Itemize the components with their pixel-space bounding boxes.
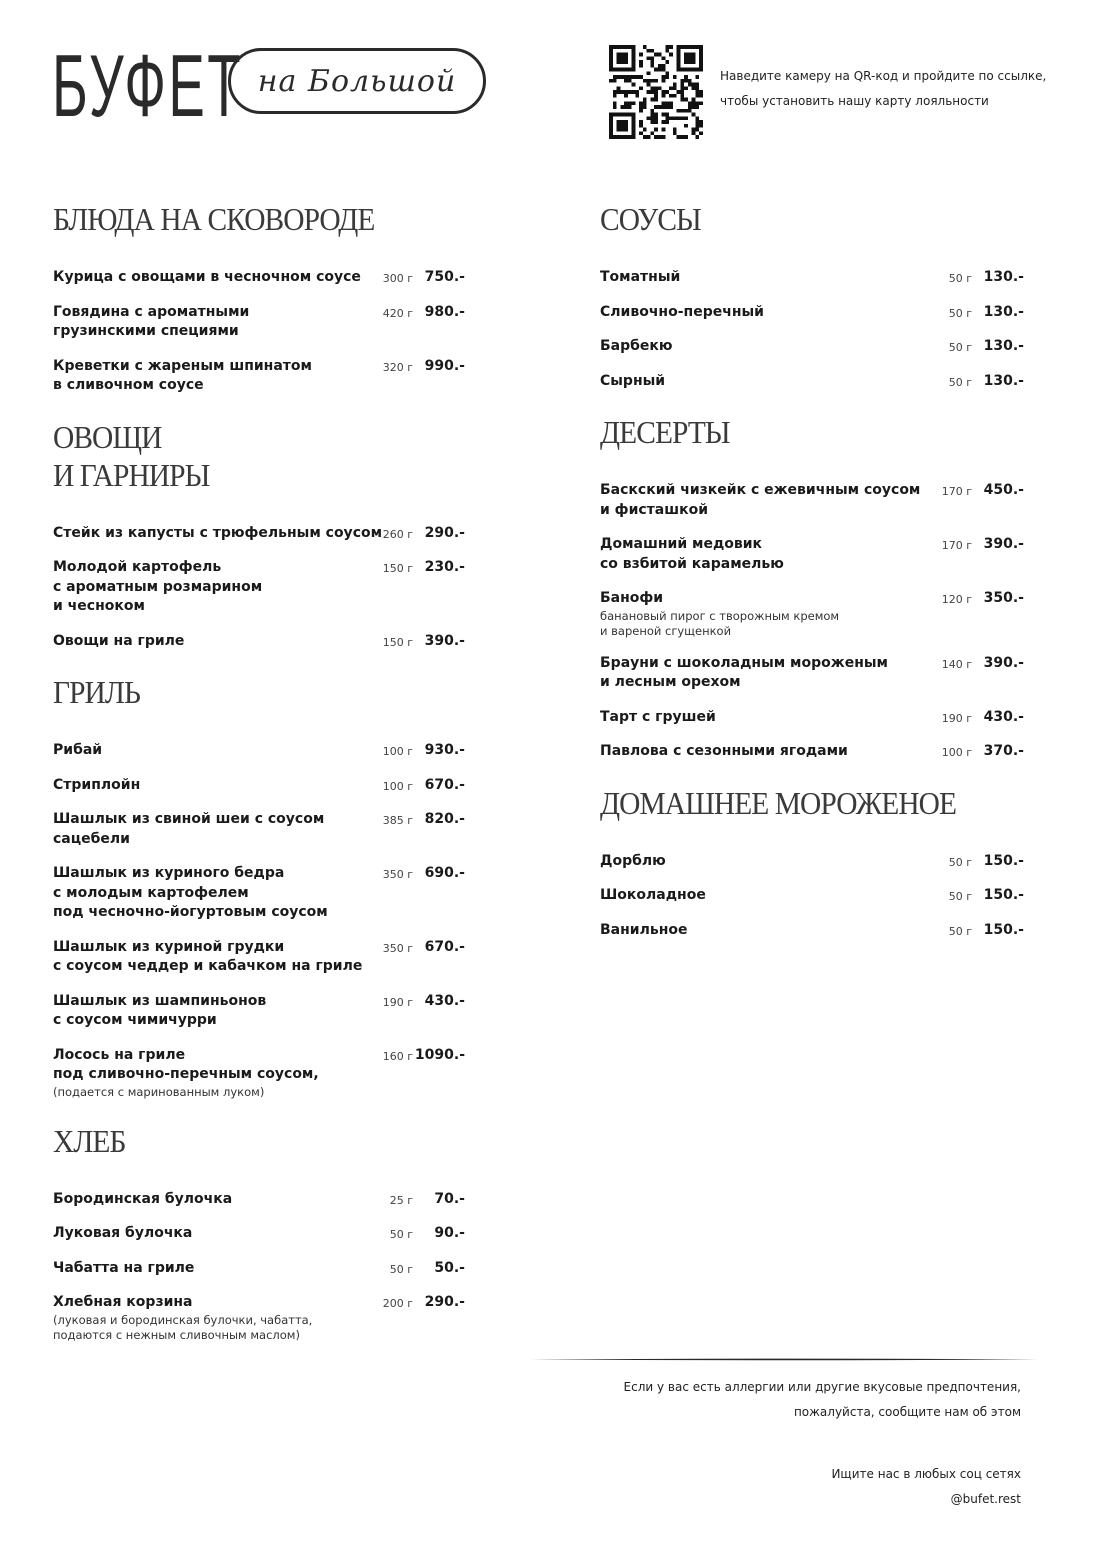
menu-item <box>53 864 465 923</box>
social-handle[interactable]: @bufet.rest <box>950 1492 1021 1506</box>
menu-item <box>600 921 1024 941</box>
menu-item-weight: 50 г <box>389 1262 413 1276</box>
footer-divider <box>530 1358 1038 1361</box>
menu-item-description: банановый пирог с творожным кремом и вареной сгущенкой <box>600 608 840 638</box>
menu-item-weight: 100 г <box>382 779 413 793</box>
menu-item-price: 670.- <box>424 938 465 955</box>
menu-item-weight: 50 г <box>948 924 972 938</box>
menu-item-name: Тарт с грушей <box>600 708 716 725</box>
menu-item-name: Шашлык из куриной грудки с соусом чеддер и кабачком на гриле <box>53 938 363 974</box>
menu-item-price: 1090.- <box>414 1046 465 1063</box>
allergy-note-line: Если у вас есть аллергии или другие вкусовые предпочтения, <box>623 1380 1021 1394</box>
menu-item <box>53 632 465 652</box>
menu-item-name: Курица с овощами в чесночном соусе <box>53 269 361 285</box>
menu-item <box>53 810 465 849</box>
menu-column-left <box>53 200 465 1365</box>
allergy-note-line: пожалуйста, сообщите нам об этом <box>793 1405 1021 1419</box>
menu-item-weight: 190 г <box>941 711 972 725</box>
menu-item <box>53 1293 465 1343</box>
social-note <box>831 1462 1021 1512</box>
menu-item-weight: 350 г <box>382 868 413 881</box>
menu-item-name: Лосось на гриле под сливочно-перечным соусом, <box>53 1046 319 1082</box>
section-title: ГРИЛЬ <box>53 674 140 710</box>
menu-item-weight: 385 г <box>382 814 413 827</box>
menu-item <box>53 1046 465 1100</box>
menu-item-price: 130.- <box>983 338 1024 354</box>
menu-section <box>53 1122 465 1343</box>
menu-item-price: 930.- <box>424 742 465 758</box>
menu-item-price: 50.- <box>434 1259 465 1276</box>
menu-item-price: 390.- <box>983 654 1024 671</box>
menu-item <box>600 708 1024 728</box>
qr-instructions <box>720 64 1060 114</box>
menu-item-weight: 150 г <box>382 562 413 575</box>
menu-item <box>600 742 1024 762</box>
menu-item-price: 370.- <box>983 743 1024 759</box>
menu-item-weight: 260 г <box>382 527 413 541</box>
section-title: ХЛЕБ <box>53 1122 126 1159</box>
menu-item <box>600 481 1024 520</box>
menu-item-weight: 160 г <box>382 1049 413 1063</box>
social-note-line: Ищите нас в любых соц сетях <box>831 1467 1021 1481</box>
menu-item-name: Молодой картофель с ароматным розмарином и чесноком <box>53 559 263 614</box>
menu-item-weight: 190 г <box>382 995 413 1009</box>
menu-item <box>53 1259 465 1279</box>
menu-item-name: Сливочно-перечный <box>600 303 764 320</box>
menu-item <box>600 337 1024 357</box>
menu-item-price: 290.- <box>424 1294 465 1310</box>
menu-item-weight: 320 г <box>382 360 413 374</box>
menu-item-description: (подается с маринованным луком) <box>53 1084 265 1099</box>
menu-item <box>600 372 1024 392</box>
menu-item <box>600 589 1024 639</box>
menu-item-weight: 50 г <box>948 855 972 869</box>
menu-section <box>53 673 465 1100</box>
menu-item-price: 130.- <box>983 269 1024 285</box>
menu-item <box>600 886 1024 906</box>
menu-item-weight: 50 г <box>948 375 972 389</box>
menu-item <box>53 268 465 288</box>
menu-item <box>53 303 465 342</box>
menu-item-weight: 170 г <box>941 485 972 498</box>
menu-item-weight: 50 г <box>389 1228 413 1241</box>
menu-item-name: Ванильное <box>600 921 688 938</box>
menu-item-weight: 200 г <box>382 1297 413 1310</box>
menu-item <box>53 357 465 396</box>
menu-item-price: 450.- <box>983 482 1024 498</box>
menu-item-name: Баскский чизкейк с ежевичным соусом и фисташкой <box>600 482 921 518</box>
allergy-note <box>624 1375 1021 1425</box>
menu-item-name: Говядина с ароматными грузинскими специями <box>53 303 250 339</box>
menu-item-weight: 100 г <box>382 745 413 758</box>
menu-item <box>53 1224 465 1244</box>
menu-item <box>53 938 465 977</box>
menu-item-name: Сырный <box>600 372 666 389</box>
menu-section <box>53 200 465 396</box>
menu-item <box>600 268 1024 288</box>
menu-item-price: 750.- <box>424 269 465 285</box>
menu-item-weight: 350 г <box>382 941 413 955</box>
logo-pill <box>228 48 486 114</box>
section-title: БЛЮДА НА СКОВОРОДЕ <box>53 201 375 237</box>
menu-item-weight: 150 г <box>382 635 413 649</box>
menu-item-name: Банофи <box>600 590 664 606</box>
menu-item <box>600 654 1024 693</box>
menu-item-price: 430.- <box>424 992 465 1009</box>
menu-item-name: Бородинская булочка <box>53 1190 233 1207</box>
qr-code-icon[interactable] <box>609 45 703 139</box>
menu-item-name: Стриплойн <box>53 776 141 793</box>
menu-item-weight: 50 г <box>948 890 972 903</box>
menu-section <box>600 413 1024 762</box>
menu-item <box>53 524 465 544</box>
menu-item-name: Томатный <box>600 269 681 285</box>
menu-item-name: Луковая булочка <box>53 1225 193 1241</box>
menu-item-price: 430.- <box>983 708 1024 725</box>
menu-item-name: Брауни с шоколадным мороженым и лесным орехом <box>600 654 888 690</box>
menu-item-weight: 25 г <box>389 1193 413 1207</box>
menu-item-name: Шашлык из куриного бедра с молодым картофелем под чесночно-йогуртовым соусом <box>53 865 328 920</box>
menu-item <box>600 535 1024 574</box>
menu-item-price: 230.- <box>424 559 465 575</box>
menu-item-weight: 50 г <box>948 272 972 285</box>
qr-instructions-line: чтобы установить нашу карту лояльности <box>720 94 989 108</box>
section-title: ДЕСЕРТЫ <box>600 414 730 450</box>
menu-item-name: Шашлык из шампиньонов с соусом чимичурри <box>53 992 267 1028</box>
menu-item <box>53 558 465 617</box>
menu-item-price: 670.- <box>424 776 465 793</box>
menu-item-weight: 120 г <box>941 593 972 606</box>
menu-item-price: 820.- <box>424 811 465 827</box>
menu-item-weight: 100 г <box>941 746 972 759</box>
menu-item <box>600 303 1024 323</box>
menu-item-name: Хлебная корзина <box>53 1294 193 1310</box>
section-title: ДОМАШНЕЕ МОРОЖЕНОЕ <box>600 784 957 821</box>
menu-item-name: Барбекю <box>600 338 673 354</box>
menu-item-weight: 50 г <box>948 306 972 320</box>
menu-item-description: (луковая и бородинская булочки, чабатта, подаются с нежным сливочным маслом) <box>53 1312 313 1342</box>
menu-item-name: Шоколадное <box>600 887 706 903</box>
menu-item-price: 150.- <box>983 921 1024 938</box>
menu-item-price: 690.- <box>424 865 465 881</box>
menu-item-price: 150.- <box>983 887 1024 903</box>
menu-item-name: Шашлык из свиной шеи с соусом сацебели <box>53 811 325 847</box>
menu-item-weight: 140 г <box>941 657 972 671</box>
section-title: СОУСЫ <box>600 201 701 237</box>
menu-item-price: 390.- <box>424 632 465 649</box>
menu-item <box>53 776 465 796</box>
menu-item-price: 990.- <box>424 357 465 374</box>
menu-item-name: Креветки с жареным шпинатом в сливочном соусе <box>53 357 312 393</box>
menu-section <box>600 784 1024 941</box>
logo-wordmark: БУФЕТ <box>52 36 243 135</box>
menu-item <box>600 852 1024 872</box>
menu-item-weight: 170 г <box>941 539 972 552</box>
menu-item-price: 390.- <box>983 536 1024 552</box>
menu-item-price: 290.- <box>424 524 465 541</box>
menu-item-price: 90.- <box>434 1225 465 1241</box>
menu-item-price: 130.- <box>983 372 1024 389</box>
menu-item-name: Стейк из капусты с трюфельным соусом <box>53 524 383 541</box>
menu-item-name: Дорблю <box>600 852 666 869</box>
menu-item-name: Рибай <box>53 742 103 758</box>
menu-item-weight: 420 г <box>382 306 413 320</box>
menu-column-right <box>600 200 1024 962</box>
menu-item <box>53 741 465 761</box>
menu-item-name: Овощи на гриле <box>53 632 185 649</box>
menu-item-price: 980.- <box>424 303 465 320</box>
menu-item <box>53 1190 465 1210</box>
menu-item <box>53 992 465 1031</box>
menu-item-weight: 300 г <box>382 272 413 285</box>
menu-item-name: Чабатта на гриле <box>53 1259 195 1276</box>
menu-item-weight: 50 г <box>948 341 972 354</box>
menu-item-price: 130.- <box>983 303 1024 320</box>
menu-section <box>600 200 1024 391</box>
menu-item-price: 70.- <box>434 1190 465 1207</box>
menu-item-price: 150.- <box>983 852 1024 869</box>
menu-item-name: Домашний медовик со взбитой карамелью <box>600 536 784 572</box>
qr-instructions-line: Наведите камеру на QR-код и пройдите по ссылке, <box>720 69 1047 83</box>
menu-item-name: Павлова с сезонными ягодами <box>600 743 848 759</box>
logo-script: на Большой <box>257 63 457 99</box>
menu-item-price: 350.- <box>983 590 1024 606</box>
menu-section <box>53 418 465 652</box>
section-title: ОВОЩИ И ГАРНИРЫ <box>53 418 210 493</box>
